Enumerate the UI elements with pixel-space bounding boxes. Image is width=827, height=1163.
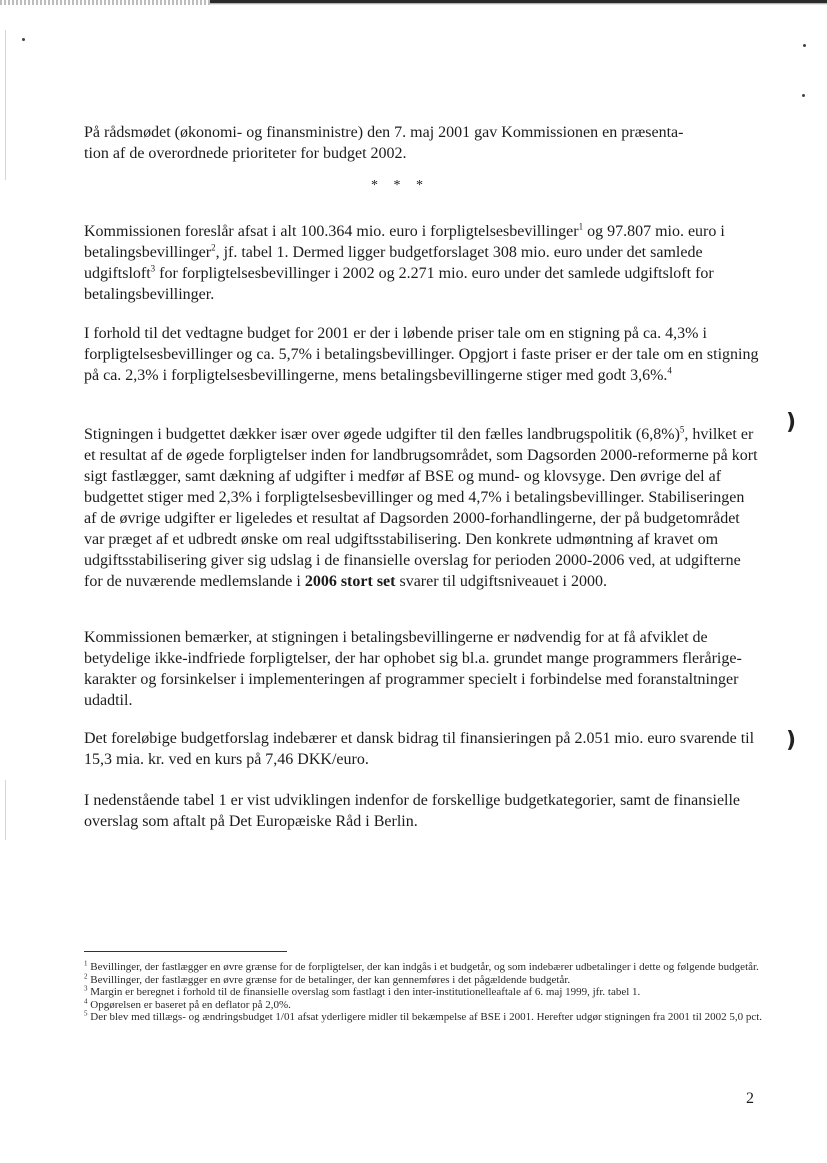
increase-paragraph (84, 424, 760, 592)
scan-speck (22, 38, 25, 41)
footnote-4 (84, 996, 764, 1012)
proposal-text: , jf. tabel 1. Dermed ligger budgetforslaget 308 mio. euro under det samlede udgiftsloft (84, 244, 703, 282)
footnote-3 (84, 986, 764, 999)
footnote-number: 4 (84, 996, 88, 1005)
proposal-text: for forpligtelsesbevillinger i 2002 og 2.271 mio. euro under det samlede udgiftsloft for betalingsbevillinger. (84, 265, 714, 303)
increase-text: , hvilket er et resultat af de øgede forpligtelser inden for landbrugsområdet, som Dagsorden 2000-reformerne på kort sigt fastlægger, samt dækning af udgifter i medfør af BSE og mund- og klovsyge. Den øvrige del af budgettet stiger med 2,3% i forpligtelsesbevillinger og med 4,7% i betalingsbevillinger. Stabiliseringen af de øvrige udgifter er ligeledes et resultat af Dagsorden 2000-forhandlingerne, der på budgetområdet var præget af et udbredt ønske om real udgiftsstabilisering. Den konkrete udmøntning af kravet om udgiftsstabilisering giver sig udslag i de finansielle overslag for perioden 2000-2006 ved, at udgifterne for de nuværende medlemslande i (84, 426, 758, 590)
section-separator: * * * (371, 178, 429, 193)
scan-speck (803, 44, 806, 47)
emphasis-text: 2006 stort set (304, 573, 396, 590)
footnote-2 (84, 971, 764, 987)
footnote-ref-4[interactable]: 4 (667, 365, 672, 376)
footnote-text: Bevillinger, der fastlægger en øvre grænse for de forpligtelser, der kan indgås i et budgetår, og som indebærer udbetalinger i dette og følgende budgetår. (90, 961, 759, 973)
footnotes-section (84, 961, 764, 1024)
increase-text: Stigningen i budgettet dækker især over øgede udgifter til den fælles landbrugspolitik (6,8%) (84, 426, 680, 443)
comparison-paragraph (84, 323, 760, 386)
footnote-separator (84, 951, 287, 952)
proposal-text: Kommissionen foreslår afsat i alt 100.364 mio. euro i forpligtelsesbevillinger (84, 223, 579, 240)
footnote-5 (84, 1011, 764, 1024)
comparison-text: I forhold til det vedtagne budget for 2001 er der i løbende priser tale om en stigning på ca. 4,3% i forpligtelsesbevillinger og ca. 5,7% i betalingsbevillinger. Opgjort i faste priser er der tale om en stigning på ca. 2,3% i forpligtelsesbevillingerne, mens betalingsbevillingerne stiger med godt 3,6%. (84, 325, 759, 384)
scan-edge-line (5, 30, 6, 180)
footnote-number: 2 (84, 971, 88, 980)
scan-edge-line (5, 780, 6, 840)
proposal-text: og 97.807 mio. euro i betalingsbevillinger (84, 223, 725, 261)
footnote-ref-5[interactable]: 5 (679, 424, 685, 435)
proposal-paragraph (84, 221, 760, 305)
footnote-text: Bevillinger, der fastlægger en øvre grænse for de betalinger, der kan gennemføres i det pågældende budgetår. (90, 973, 571, 986)
footnote-ref-3[interactable]: 3 (150, 263, 156, 274)
footnote-text: Margin er beregnet i forhold til de finansielle overslag som fastlagt i den inter-institutionelleaftale af 6. maj 1999, jfr. tabel 1. (90, 986, 641, 998)
footnote-text: Der blev med tillægs- og ændringsbudget 1/01 afsat yderligere midler til bekæmpelse af BSE i 2001. Herefter udgør stigningen fra 2001 til 2002 5,0 pct. (90, 1011, 763, 1023)
scan-speck (802, 94, 805, 97)
margin-paren-mark: ) (786, 728, 797, 753)
footnote-number: 1 (84, 959, 88, 968)
page-number: 2 (746, 1090, 754, 1107)
scan-top-border-dotted (0, 0, 210, 5)
contribution-paragraph: Det foreløbige budgetforslag indebærer et dansk bidrag til finansieringen på 2.051 mio. euro svarende til 15,3 mia. kr. ved en kurs på 7,46 DKK/euro. (84, 730, 755, 768)
footnote-ref-1[interactable]: 1 (578, 221, 584, 232)
footnote-text: Opgørelsen er baseret på en deflator på 2,0%. (90, 998, 291, 1011)
intro-line-1: På rådsmødet (økonomi- og finansministre) den 7. maj 2001 gav Kommissionen en præsenta- (84, 124, 684, 141)
footnote-1 (84, 961, 764, 974)
intro-paragraph (84, 122, 760, 164)
footnote-number: 5 (84, 1009, 88, 1018)
margin-paren-mark: ) (786, 410, 797, 435)
table-reference-paragraph: I nedenstående tabel 1 er vist udviklingen indenfor de forskellige budgetkategorier, samt de finansielle overslag som aftalt på Det Europæiske Råd i Berlin. (84, 792, 741, 830)
footnote-ref-2[interactable]: 2 (211, 242, 216, 253)
increase-text: svarer til udgiftsniveauet i 2000. (395, 573, 607, 590)
remarks-paragraph: Kommissionen bemærker, at stigningen i betalingsbevillingerne er nødvendig for at få afviklet de betydelige ikke-indfriede forpligtelser, der har ophobet sig bl.a. grundet mange programmers flerårige-karakter og forsinkelser i implementeringen af programmer specielt i forbindelse med foranstaltninger udadtil. (84, 629, 742, 709)
intro-line-2: tion af de overordnede prioriteter for budget 2002. (84, 145, 407, 162)
footnote-number: 3 (84, 984, 88, 993)
